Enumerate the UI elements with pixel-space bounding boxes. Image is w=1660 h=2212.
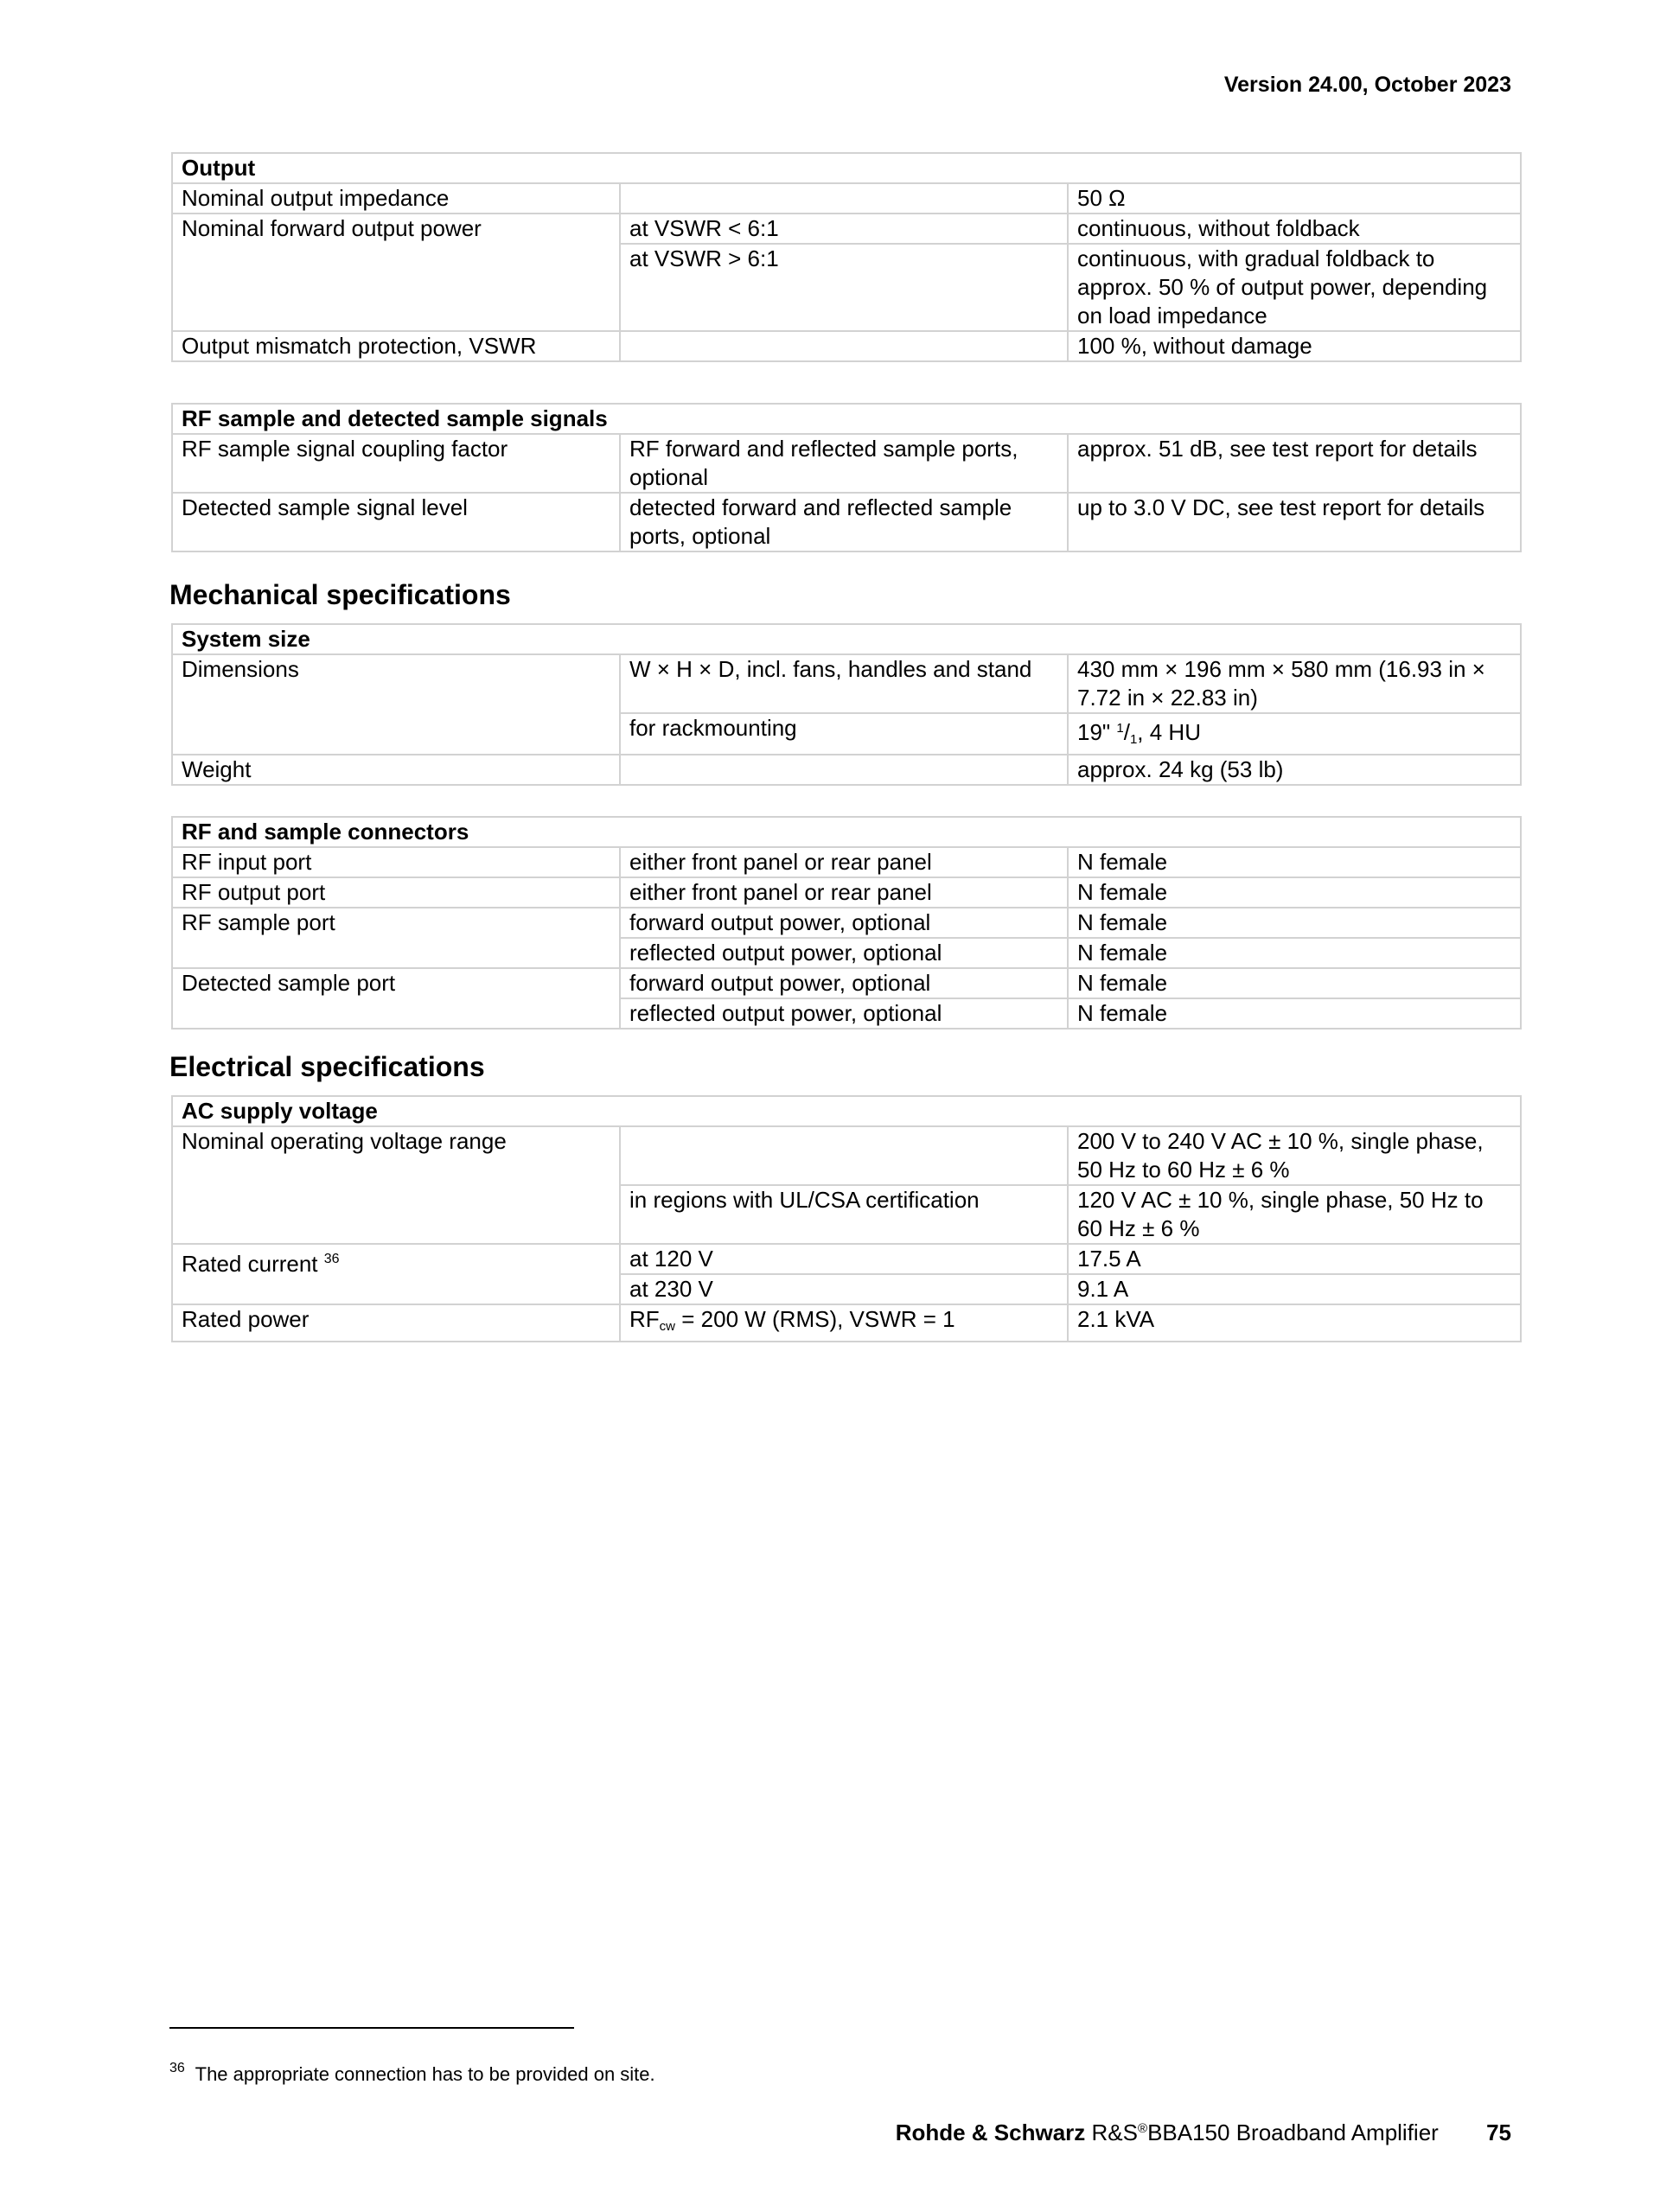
- coupling-value: approx. 51 dB, see test report for details: [1068, 434, 1521, 493]
- rf-input-value: N female: [1068, 847, 1521, 877]
- table-row: [172, 968, 1521, 998]
- table-row: [172, 214, 1521, 244]
- weight-value: approx. 24 kg (53 lb): [1068, 755, 1521, 785]
- table-row: [172, 434, 1521, 493]
- detected-cond: detected forward and reflected sample ports, optional: [620, 493, 1068, 551]
- voltage-label: Nominal operating voltage range: [172, 1126, 620, 1244]
- forward-power-cond1: at VSWR < 6:1: [620, 214, 1068, 244]
- footnote: [169, 2061, 655, 2086]
- detected-cond1: forward output power, optional: [620, 968, 1068, 998]
- rf-sample-port-label: RF sample port: [172, 908, 620, 968]
- table-row: [172, 908, 1521, 938]
- rf-output-cond: either front panel or rear panel: [620, 877, 1068, 908]
- table-row: [172, 1244, 1521, 1274]
- mechanical-heading: Mechanical specifications: [169, 579, 511, 610]
- current-cond1: at 120 V: [620, 1244, 1068, 1274]
- current-value2: 9.1 A: [1068, 1274, 1521, 1304]
- dimensions-cond: W × H × D, incl. fans, handles and stand: [620, 654, 1068, 713]
- table-header-row: [172, 153, 1521, 183]
- rf-input-label: RF input port: [172, 847, 620, 877]
- footnote-number: 36: [169, 2061, 185, 2075]
- rf-output-value: N female: [1068, 877, 1521, 908]
- mismatch-value: 100 %, without damage: [1068, 331, 1521, 361]
- output-title: Output: [172, 153, 1521, 183]
- page-footer: [896, 2120, 1511, 2146]
- table-row: [172, 493, 1521, 551]
- connectors-title: RF and sample connectors: [172, 817, 1521, 847]
- voltage-cond2: in regions with UL/CSA certification: [620, 1185, 1068, 1244]
- output-table: [171, 152, 1522, 362]
- table-row: [172, 847, 1521, 877]
- table-row: [172, 331, 1521, 361]
- rf-sample-cond1: forward output power, optional: [620, 908, 1068, 938]
- forward-power-cond2: at VSWR > 6:1: [620, 244, 1068, 331]
- rf-output-label: RF output port: [172, 877, 620, 908]
- rf-sample-cond2: reflected output power, optional: [620, 938, 1068, 968]
- detected-label: Detected sample signal level: [172, 493, 620, 551]
- page-number: 75: [1486, 2120, 1511, 2145]
- footer-brand: Rohde & Schwarz: [895, 2120, 1086, 2145]
- voltage-value1: 200 V to 240 V AC ± 10 %, single phase, 50 Hz to 60 Hz ± 6 %: [1068, 1126, 1521, 1185]
- detected-port-label: Detected sample port: [172, 968, 620, 1029]
- table-row: [172, 1304, 1521, 1342]
- footnote-divider: [169, 2027, 574, 2029]
- detected-value1: N female: [1068, 968, 1521, 998]
- rf-sample-value2: N female: [1068, 938, 1521, 968]
- impedance-label: Nominal output impedance: [172, 183, 620, 214]
- footnote-ref: 36: [323, 1252, 340, 1266]
- power-cond: $RF_{cw} = 200$ W (RMS), VSWR = 1: [620, 1304, 1068, 1342]
- table-header-row: [172, 624, 1521, 654]
- forward-power-value1: continuous, without foldback: [1068, 214, 1521, 244]
- rf-input-cond: either front panel or rear panel: [620, 847, 1068, 877]
- system-size-table: [171, 623, 1522, 786]
- dimensions-value: 430 mm × 196 mm × 580 mm (16.93 in × 7.72 in × 22.83 in): [1068, 654, 1521, 713]
- electrical-heading: Electrical specifications: [169, 1051, 485, 1082]
- table-header-row: [172, 817, 1521, 847]
- dimensions-label: Dimensions: [172, 654, 620, 755]
- power-value: 2.1 kVA: [1068, 1304, 1521, 1342]
- detected-value2: N female: [1068, 998, 1521, 1029]
- system-size-title: System size: [172, 624, 1521, 654]
- table-row: [172, 877, 1521, 908]
- table-header-row: [172, 1096, 1521, 1126]
- current-value1: 17.5 A: [1068, 1244, 1521, 1274]
- coupling-cond: RF forward and reflected sample ports, optional: [620, 434, 1068, 493]
- document-version: Version 24.00, October 2023: [1223, 73, 1511, 97]
- footnote-text: The appropriate connection has to be provided on site.: [195, 2063, 655, 2085]
- table-row: [172, 755, 1521, 785]
- forward-power-label: Nominal forward output power: [172, 214, 620, 331]
- rf-sample-title: RF sample and detected sample signals: [172, 404, 1521, 434]
- current-cond2: at 230 V: [620, 1274, 1068, 1304]
- rack-cond: for rackmounting: [620, 713, 1068, 755]
- footer-product: R&S®BBA150 Broadband Amplifier: [1091, 2120, 1439, 2145]
- ac-supply-title: AC supply voltage: [172, 1096, 1521, 1126]
- rf-sample-value1: N female: [1068, 908, 1521, 938]
- table-row: [172, 654, 1521, 713]
- rf-sample-table: [171, 403, 1522, 552]
- coupling-label: RF sample signal coupling factor: [172, 434, 620, 493]
- ac-supply-table: [171, 1095, 1522, 1342]
- voltage-value2: 120 V AC ± 10 %, single phase, 50 Hz to 60 Hz ± 6 %: [1068, 1185, 1521, 1244]
- forward-power-value2: continuous, with gradual foldback to approx. 50 % of output power, depending on load impedance: [1068, 244, 1521, 331]
- power-label: Rated power: [172, 1304, 620, 1342]
- detected-cond2: reflected output power, optional: [620, 998, 1068, 1029]
- table-row: [172, 1126, 1521, 1185]
- weight-label: Weight: [172, 755, 620, 785]
- mismatch-label: Output mismatch protection, VSWR: [172, 331, 620, 361]
- connectors-table: [171, 816, 1522, 1030]
- impedance-value: 50 Ω: [1068, 183, 1521, 214]
- current-label: Rated current $^{36}$: [172, 1244, 620, 1304]
- table-row: [172, 183, 1521, 214]
- rack-value: 19" $^1/_1$, 4 HU: [1068, 713, 1521, 755]
- detected-value: up to 3.0 V DC, see test report for details: [1068, 493, 1521, 551]
- table-header-row: [172, 404, 1521, 434]
